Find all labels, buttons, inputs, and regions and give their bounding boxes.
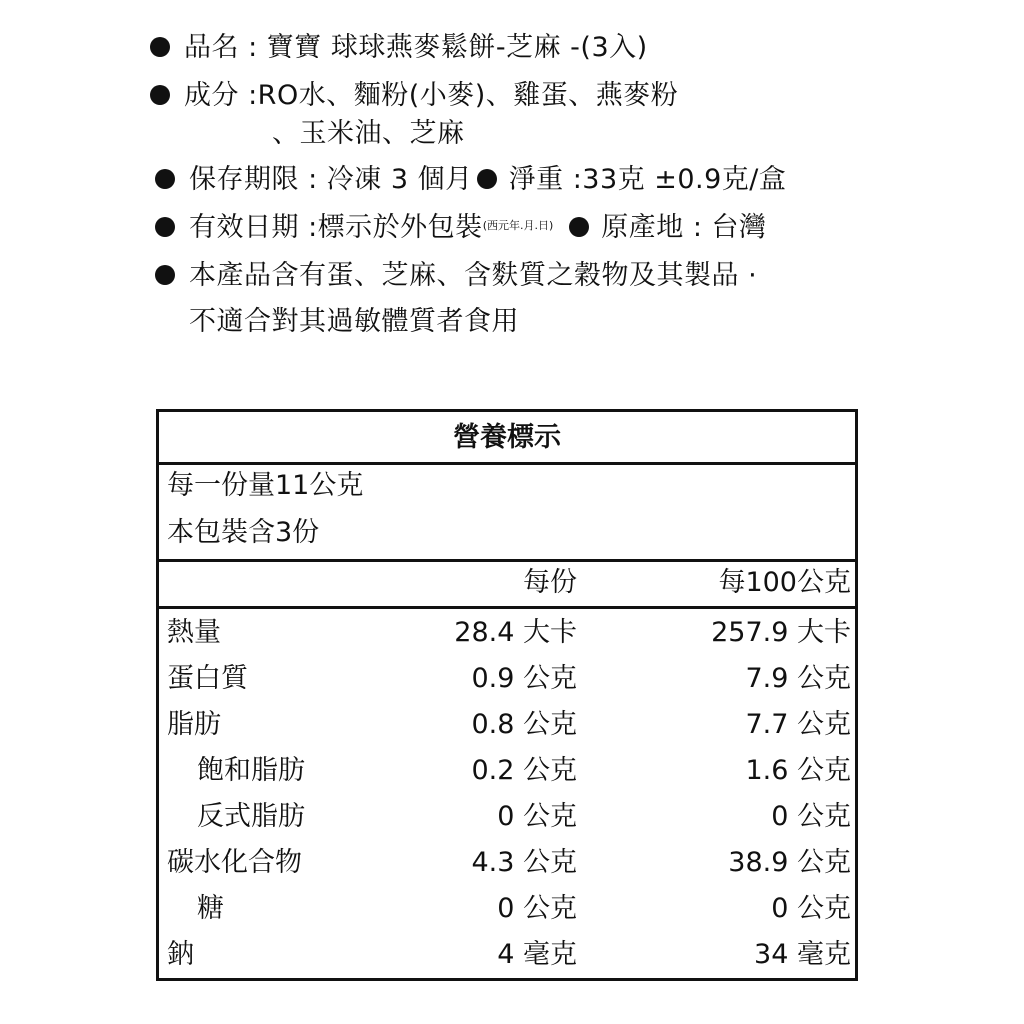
per-serving-value: 0.2 公克 — [471, 755, 577, 786]
origin: 原產地 : 台灣 — [601, 212, 767, 243]
nutrient-label: 熱量 — [167, 617, 221, 648]
product-name-line — [150, 30, 648, 66]
nutrient-label: 脂肪 — [167, 709, 221, 740]
bullet-icon — [155, 169, 175, 189]
per-serving-value: 0.8 公克 — [471, 709, 577, 740]
bullet-icon — [569, 217, 589, 237]
per-serving-value: 4 毫克 — [497, 939, 577, 970]
table-row — [159, 748, 855, 794]
nutrient-label: 鈉 — [167, 939, 194, 970]
bullet-icon — [477, 169, 497, 189]
allergen-warning-continued: 不適合對其過敏體質者食用 — [189, 306, 519, 337]
nutrient-label: 碳水化合物 — [167, 847, 302, 878]
storage-period: 保存期限 : 冷凍 3 個月 — [189, 164, 473, 195]
table-row — [159, 840, 855, 886]
ingredients-line-continued — [272, 116, 465, 152]
per-serving-value: 4.3 公克 — [471, 847, 577, 878]
divider — [159, 462, 855, 465]
product-name: 品名 : 寶寶 球球燕麥鬆餅-芝麻 -(3入) — [184, 32, 648, 63]
expiry-date-format: (西元年.月.日) — [482, 218, 554, 232]
per-serving-value: 0 公克 — [497, 893, 577, 924]
bullet-icon — [155, 265, 175, 285]
ingredients-line — [150, 78, 678, 114]
bullet-icon — [155, 217, 175, 237]
nutrient-label: 糖 — [197, 893, 224, 924]
divider — [159, 606, 855, 609]
table-row — [159, 886, 855, 932]
divider — [159, 559, 855, 562]
per-100g-value: 1.6 公克 — [745, 755, 851, 786]
bullet-icon — [150, 37, 170, 57]
expiry-origin-line — [155, 210, 767, 247]
per-100g-value: 7.9 公克 — [745, 663, 851, 694]
serving-size: 每一份量11公克 — [167, 470, 364, 501]
nutrition-title: 營養標示 — [453, 422, 561, 453]
allergen-line — [155, 258, 757, 294]
nutrition-facts-table — [156, 409, 858, 981]
servings-per-package: 本包裝含3份 — [167, 517, 320, 548]
table-row — [159, 702, 855, 748]
per-100g-value: 0 公克 — [771, 893, 851, 924]
nutrient-label: 蛋白質 — [167, 663, 248, 694]
ingredients-text-continued: 、玉米油、芝麻 — [272, 118, 465, 149]
ingredients-text: 成分 :RO水、麵粉(小麥)、雞蛋、燕麥粉 — [184, 80, 679, 111]
per-100g-value: 34 毫克 — [754, 939, 851, 970]
per-serving-value: 0 公克 — [497, 801, 577, 832]
table-row — [159, 610, 855, 656]
product-info — [0, 0, 1024, 360]
per-100g-value: 0 公克 — [771, 801, 851, 832]
table-row — [159, 656, 855, 702]
per-100g-header: 每100公克 — [718, 567, 851, 598]
allergen-line-continued — [189, 304, 519, 340]
nutrient-label: 反式脂肪 — [197, 801, 305, 832]
per-serving-value: 0.9 公克 — [471, 663, 577, 694]
table-row — [159, 932, 855, 978]
per-100g-value: 38.9 公克 — [728, 847, 851, 878]
table-row — [159, 794, 855, 840]
nutrient-label: 飽和脂肪 — [197, 755, 305, 786]
per-100g-value: 7.7 公克 — [745, 709, 851, 740]
allergen-warning: 本產品含有蛋、芝麻、含麩質之穀物及其製品 · — [189, 260, 758, 291]
per-100g-value: 257.9 大卡 — [711, 617, 851, 648]
expiry-date: 有效日期 :標示於外包裝 — [189, 212, 483, 243]
per-serving-value: 28.4 大卡 — [454, 617, 577, 648]
per-serving-header: 每份 — [523, 567, 577, 598]
storage-weight-line — [155, 162, 786, 198]
net-weight: 淨重 :33克 ±0.9克/盒 — [508, 164, 787, 195]
bullet-icon — [150, 85, 170, 105]
